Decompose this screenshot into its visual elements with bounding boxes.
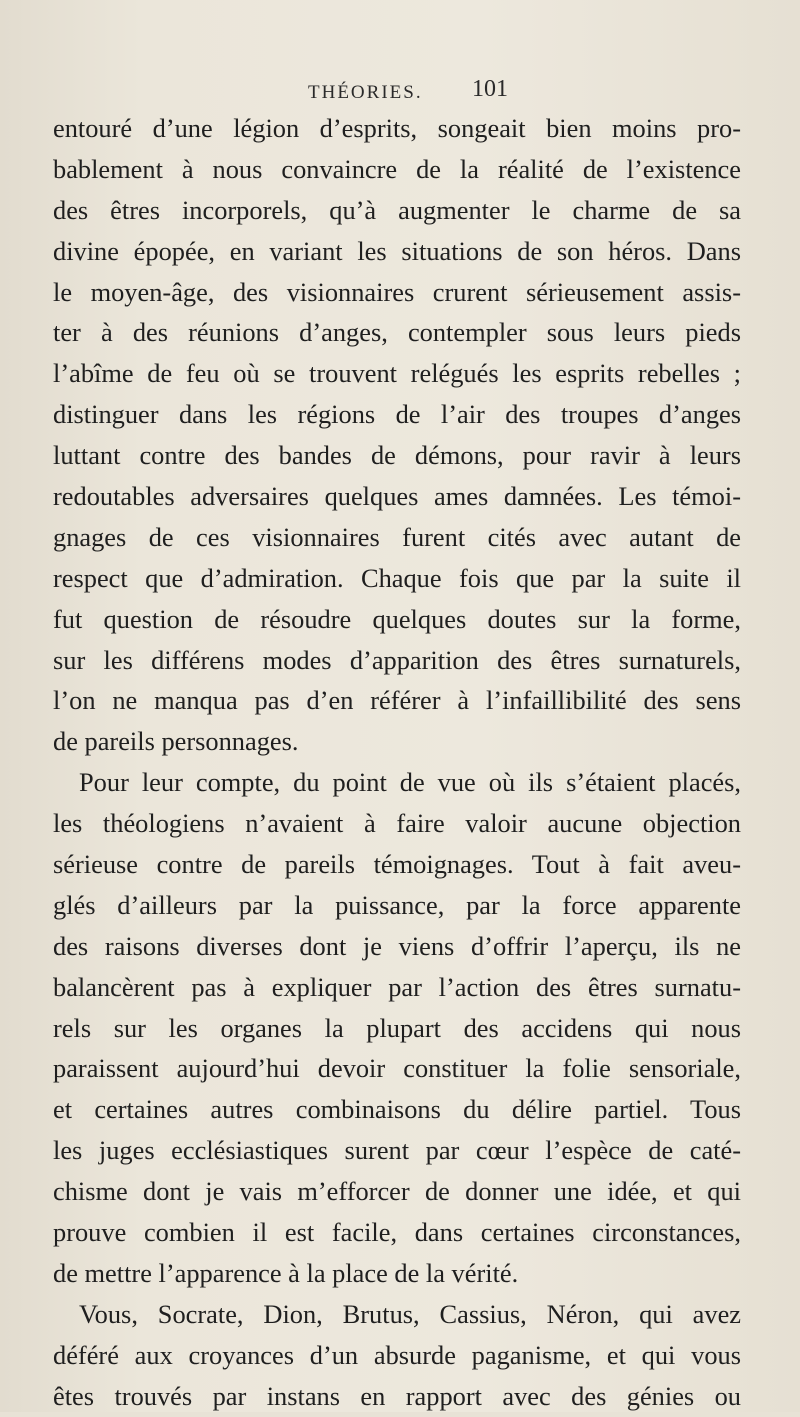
text-line: rels sur les organes la plupart des accidens qui nous xyxy=(53,1012,741,1043)
running-title: THÉORIES. xyxy=(308,82,423,103)
text-line: distinguer dans les régions de l’air des troupes d’anges xyxy=(53,399,741,430)
paragraph-start-line: Pour leur compte, du point de vue où ils s’étaient placés, xyxy=(79,767,741,798)
text-line: et certaines autres combinaisons du délire partiel. Tous xyxy=(53,1094,741,1125)
text-line: déféré aux croyances d’un absurde paganisme, et qui vous xyxy=(53,1339,741,1370)
text-line: bablement à nous convaincre de la réalité de l’existence xyxy=(53,153,741,184)
text-line: redoutables adversaires quelques ames damnées. Les témoi- xyxy=(53,481,741,512)
text-line: le moyen-âge, des visionnaires crurent sérieusement assis- xyxy=(53,276,741,307)
text-line: prouve combien il est facile, dans certaines circonstances, xyxy=(53,1217,741,1248)
text-line: sur les différens modes d’apparition des êtres surnaturels, xyxy=(53,644,741,675)
text-line: gnages de ces visionnaires furent cités avec autant de xyxy=(53,521,741,552)
text-line: entouré d’une légion d’esprits, songeait bien moins pro- xyxy=(53,113,741,143)
paragraph-start-line: Vous, Socrate, Dion, Brutus, Cassius, Néron, qui avez xyxy=(79,1298,741,1329)
text-line: l’abîme de feu où se trouvent relégués les esprits rebelles ; xyxy=(53,358,741,389)
text-line: des raisons diverses dont je viens d’offrir l’aperçu, ils ne xyxy=(53,930,741,961)
text-line: respect que d’admiration. Chaque fois que par la suite il xyxy=(53,562,741,593)
paragraph-end-line: de pareils personnages. xyxy=(53,726,299,757)
text-line: balancèrent pas à expliquer par l’action des êtres surnatu- xyxy=(53,971,741,1002)
body-text xyxy=(53,108,741,1417)
text-line: luttant contre des bandes de démons, pour ravir à leurs xyxy=(53,440,741,471)
page-number: 101 xyxy=(472,76,508,102)
text-line: des êtres incorporels, qu’à augmenter le charme de sa xyxy=(53,194,741,225)
text-line: les juges ecclésiastiques surent par cœur l’espèce de caté- xyxy=(53,1135,741,1166)
text-line: glés d’ailleurs par la puissance, par la force apparente xyxy=(53,889,741,920)
text-line: êtes trouvés par instans en rapport avec des génies ou xyxy=(53,1380,741,1411)
page-header xyxy=(0,76,800,110)
text-line: ter à des réunions d’anges, contempler sous leurs pieds xyxy=(53,317,741,348)
text-line: fut question de résoudre quelques doutes sur la forme, xyxy=(53,603,741,634)
paragraph-end-line: de mettre l’apparence à la place de la vérité. xyxy=(53,1257,519,1288)
text-line: divine épopée, en variant les situations de son héros. Dans xyxy=(53,235,741,266)
text-line: l’on ne manqua pas d’en référer à l’infaillibilité des sens xyxy=(53,685,741,716)
text-line: chisme dont je vais m’efforcer de donner une idée, et qui xyxy=(53,1176,741,1207)
text-line: les théologiens n’avaient à faire valoir aucune objection xyxy=(53,808,741,839)
text-line: paraissent aujourd’hui devoir constituer la folie sensoriale, xyxy=(53,1053,741,1084)
text-line: sérieuse contre de pareils témoignages. Tout à fait aveu- xyxy=(53,849,741,880)
